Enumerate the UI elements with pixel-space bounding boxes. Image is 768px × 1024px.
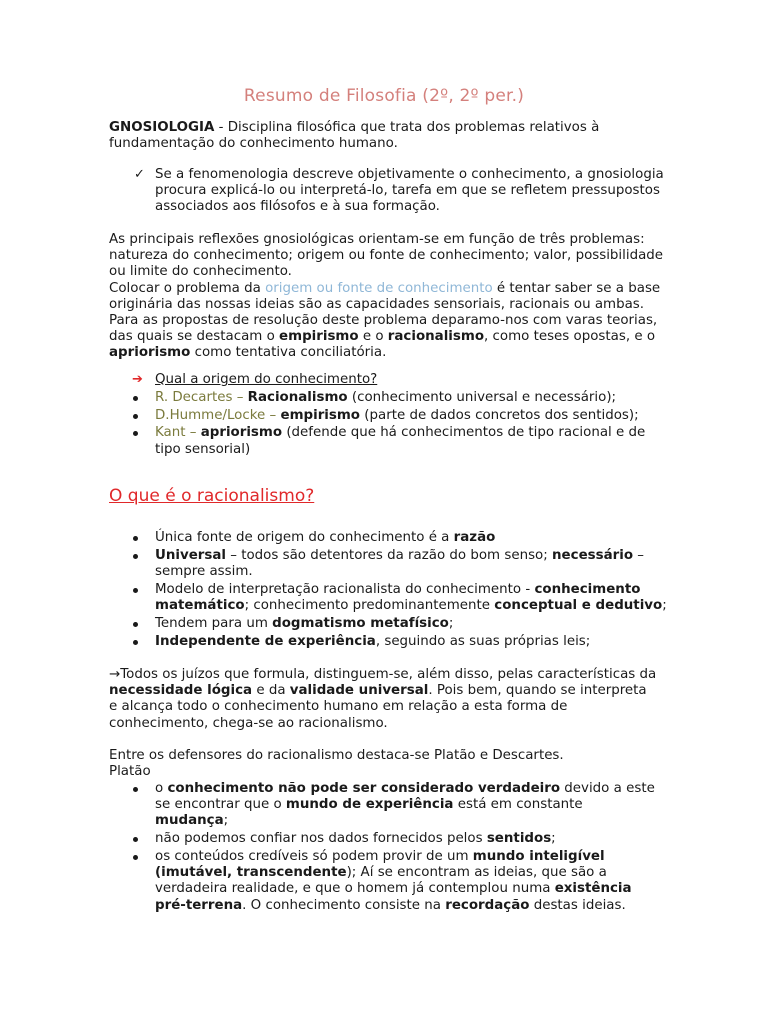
check-item: ✓ Se a fenomenologia descreve objetivamente o conhecimento, a gnosiologia procura explicá-lo ou interpretá-lo, tarefa em que se refletem pressupostos associados aos filósofos e à sua formação.	[109, 167, 669, 216]
list-item: Única fonte de origem do conhecimento é a razão	[109, 530, 669, 546]
paragraph-juizos: →Todos os juízos que formula, distinguem-se, além disso, pelas características da necessidade lógica e da validade universal. Pois bem, quando se interpreta e alcança todo o conhecimento humano em relação a esta forma de conhecimento, chega-se ao racionalismo.	[109, 667, 657, 731]
origin-list	[109, 372, 669, 459]
list-item: Independente de experiência, seguindo as suas próprias leis;	[109, 634, 669, 650]
platao-label: Platão	[109, 764, 151, 780]
paragraph-origem: Colocar o problema da origem ou fonte de conhecimento é tentar saber se a base originária das nossas ideias são as capacidades sensoriais, racionais ou ambas. Para as propostas de resolução deste problema deparamo-nos com varas teorias, das quais se destacam o empirismo e o racionalismo, como teses opostas, e o apriorismo como tentativa conciliatória.	[109, 280, 661, 361]
list-item: Tendem para um dogmatismo metafísico;	[109, 616, 669, 632]
document-title: Resumo de Filosofia (2º, 2º per.)	[243, 86, 525, 106]
paragraph-defensores: Entre os defensores do racionalismo destaca-se Platão e Descartes. Platão	[109, 748, 669, 780]
list-item: não podemos confiar nos dados fornecidos pelos sentidos;	[109, 831, 659, 847]
check-list	[109, 167, 669, 217]
section-heading-block	[109, 488, 669, 504]
highlight-origem: origem ou fonte de conhecimento	[265, 280, 493, 296]
platao-list	[109, 781, 659, 915]
origin-question: ➔ Qual a origem do conhecimento?	[109, 372, 669, 388]
intro-paragraph: GNOSIOLOGIA - Disciplina filosófica que trata dos problemas relativos à fundamentação do conhecimento humano.	[109, 120, 600, 152]
list-item: Kant – apriorismo (defende que há conhecimentos de tipo racional e de tipo sensorial)	[109, 425, 669, 457]
section-heading: O que é o racionalismo?	[109, 486, 315, 506]
paragraph-reflexoes	[109, 232, 664, 362]
list-item: R. Decartes – Racionalismo (conhecimento universal e necessário);	[109, 390, 669, 406]
list-item: Universal – todos são detentores da razão do bom senso; necessário – sempre assim.	[109, 548, 669, 580]
list-item: D.Humme/Locke – empirismo (parte de dados concretos dos sentidos);	[109, 408, 669, 424]
list-item: os conteúdos credíveis só podem provir de um mundo inteligível (imutável, transcendente); Aí se encontram as ideias, que são a verdadeira realidade, e que o homem já contemplou numa existência pré-terrena. O conhecimento consiste na recordação destas ideias.	[109, 849, 659, 914]
intro-term: GNOSIOLOGIA	[109, 120, 215, 135]
intro-definition: Disciplina filosófica que trata dos problemas relativos à fundamentação do conhecimento humano.	[109, 120, 600, 152]
racionalismo-list	[109, 530, 669, 651]
list-item: Modelo de interpretação racionalista do conhecimento - conhecimento matemático; conhecimento predominantemente conceptual e dedutivo;	[109, 582, 669, 614]
arrow-icon: →	[109, 667, 121, 682]
paragraph-line: As principais reflexões gnosiológicas orientam-se em função de três problemas: natureza do conhecimento; origem ou fonte de conhecimento; valor, possibilidade ou limite do conhecimento.	[109, 232, 664, 280]
list-item: o conhecimento não pode ser considerado verdadeiro devido a este se encontrar que o mundo de experiência está em constante mudança;	[109, 781, 659, 830]
